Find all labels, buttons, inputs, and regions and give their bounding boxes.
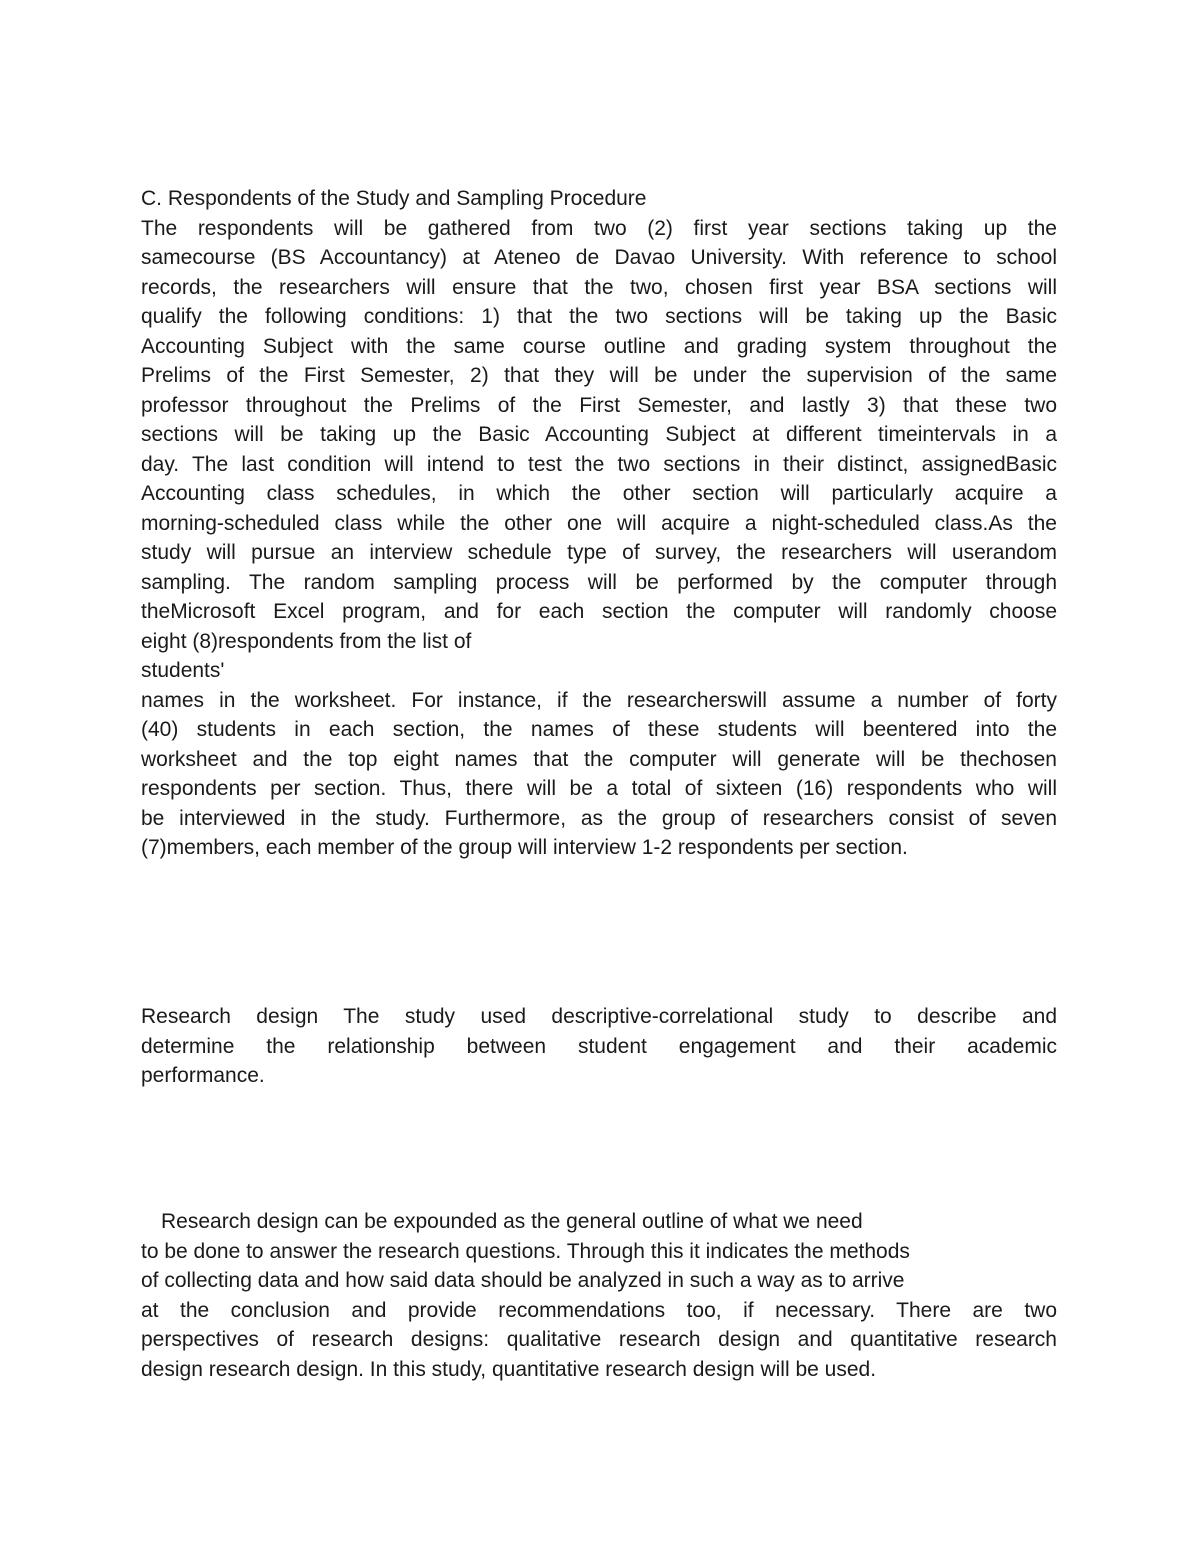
paragraph-line: theMicrosoft Excel program, and for each section the computer will randomly choose <box>141 600 1057 623</box>
paragraph-line: The respondents will be gathered from two (2) first year sections taking up the <box>141 216 1057 240</box>
paragraph-line: day. The last condition will intend to test the two sections in their distinct, assignedBasic <box>141 452 1057 476</box>
respondents-section <box>141 184 1057 863</box>
paragraph-line: students' <box>141 659 225 682</box>
paragraph-line: samecourse (BS Accountancy) at Ateneo de Davao University. With reference to school <box>141 246 1057 269</box>
paragraph-line: perspectives of research designs: qualitative research design and quantitative research <box>141 1328 1057 1351</box>
paragraph-line: (40) students in each section, the names of these students will beentered into the <box>141 718 1057 741</box>
paragraph-line: eight (8)respondents from the list of <box>141 629 472 653</box>
paragraph-line: Accounting class schedules, in which the other section will particularly acquire a <box>141 482 1057 505</box>
section-heading: C. Respondents of the Study and Sampling Procedure <box>141 187 647 210</box>
paragraph-line: Research design can be expounded as the general outline of what we need <box>161 1210 863 1233</box>
paragraph-line: sampling. The random sampling process will be performed by the computer through <box>141 570 1057 594</box>
paragraph-line: morning-scheduled class while the other one will acquire a night-scheduled class.As the <box>141 511 1057 535</box>
paragraph-line: sections will be taking up the Basic Accounting Subject at different timeintervals in a <box>141 423 1057 446</box>
paragraph-line: Prelims of the First Semester, 2) that they will be under the supervision of the same <box>141 364 1057 387</box>
paragraph-line: qualify the following conditions: 1) that the two sections will be taking up the Basic <box>141 305 1057 328</box>
paragraph-line: design research design. In this study, quantitative research design will be used. <box>141 1357 877 1381</box>
paragraph-line: study will pursue an interview schedule type of survey, the researchers will userandom <box>141 541 1057 564</box>
research-design-section <box>141 1002 1057 1091</box>
paragraph-line: performance. <box>141 1064 265 1087</box>
paragraph-line: Accounting Subject with the same course outline and grading system throughout the <box>141 334 1057 358</box>
paragraph-line: professor throughout the Prelims of the First Semester, and lastly 3) that these two <box>141 393 1057 417</box>
paragraph-line: determine the relationship between student engagement and their academic <box>141 1034 1057 1058</box>
paragraph-line: be interviewed in the study. Furthermore, as the group of researchers consist of seven <box>141 806 1057 830</box>
paragraph-line: Research design The study used descriptive-correlational study to describe and <box>141 1005 1057 1028</box>
paragraph-line: (7)members, each member of the group will interview 1-2 respondents per section. <box>141 836 908 859</box>
paragraph-line: records, the researchers will ensure that the two, chosen first year BSA sections will <box>141 275 1057 299</box>
paragraph-line: at the conclusion and provide recommendations too, if necessary. There are two <box>141 1298 1057 1322</box>
paragraph-line: worksheet and the top eight names that the computer will generate will be thechosen <box>141 747 1057 771</box>
paragraph-line: names in the worksheet. For instance, if the researcherswill assume a number of forty <box>141 688 1057 712</box>
paragraph-line: of collecting data and how said data should be analyzed in such a way as to arrive <box>141 1269 905 1292</box>
research-design-definition-section <box>141 1207 1057 1384</box>
paragraph-line: to be done to answer the research questions. Through this it indicates the methods <box>141 1239 910 1263</box>
paragraph-line: respondents per section. Thus, there will be a total of sixteen (16) respondents who will <box>141 777 1057 800</box>
